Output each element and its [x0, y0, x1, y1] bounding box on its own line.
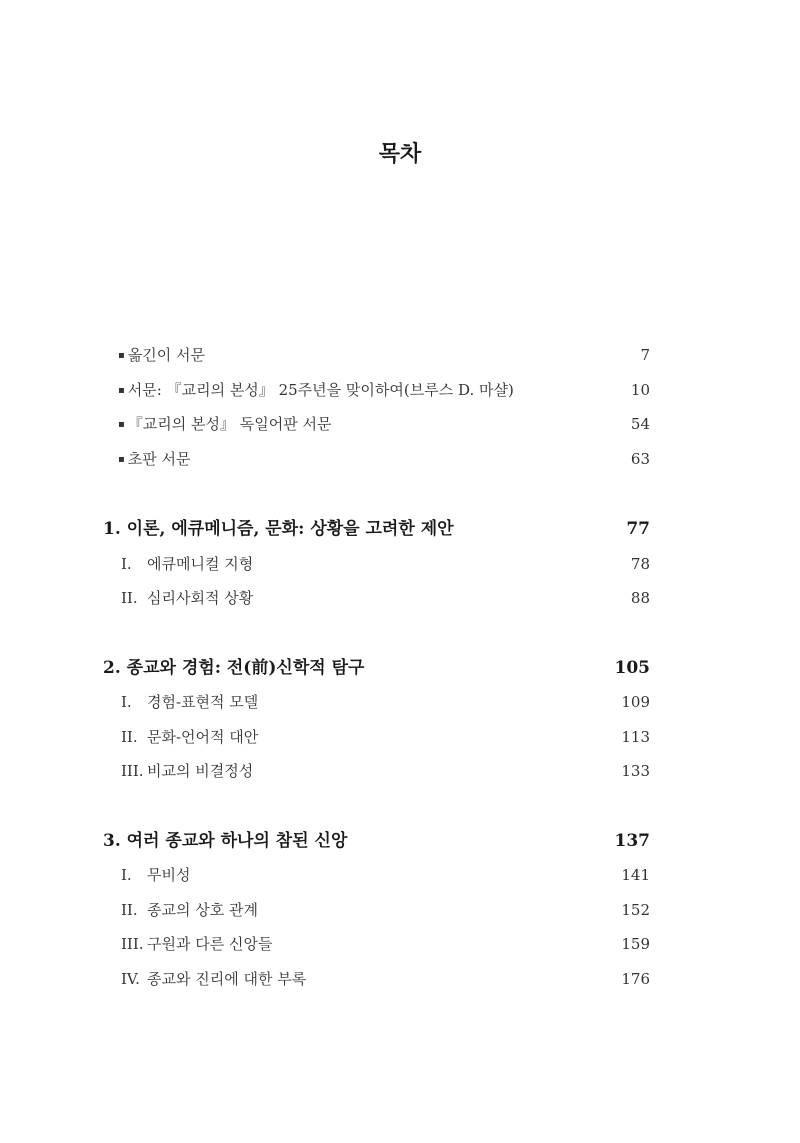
section-number: II. — [121, 589, 138, 607]
toc-chapter-2[interactable] — [103, 656, 650, 680]
chapter-title: 3. 여러 종교와 하나의 참된 신앙 — [103, 831, 348, 851]
toc-entry-page: 63 — [630, 450, 650, 468]
section-title: 심리사회적 상황 — [147, 589, 254, 607]
section-page: 88 — [630, 589, 650, 607]
section-number: IV. — [121, 970, 140, 988]
toc-section-3-4[interactable] — [121, 967, 650, 991]
section-title: 구원과 다른 신앙들 — [147, 935, 273, 953]
toc-entry-25th-anniversary-preface[interactable] — [118, 378, 650, 402]
section-page: 159 — [621, 935, 650, 953]
bullet-icon: ▪ — [118, 350, 125, 361]
toc-section-2-3[interactable] — [121, 759, 650, 783]
chapter-page: 77 — [626, 519, 650, 539]
chapter-title: 1. 이론, 에큐메니즘, 문화: 상황을 고려한 제안 — [103, 519, 454, 539]
page-title: 목차 — [378, 141, 422, 167]
toc-entry-first-edition-preface[interactable] — [118, 447, 650, 471]
chapter-page: 137 — [614, 831, 650, 851]
toc-chapter-1[interactable] — [103, 517, 650, 541]
section-title: 비교의 비결정성 — [147, 762, 254, 780]
section-title: 종교의 상호 관계 — [147, 901, 258, 919]
toc-section-2-1[interactable] — [121, 690, 650, 714]
toc-entry-title: 『교리의 본성』 독일어판 서문 — [127, 415, 332, 433]
toc-entry-title: 초판 서문 — [127, 450, 191, 468]
section-page: 78 — [630, 555, 650, 573]
section-number: III. — [121, 935, 144, 953]
bullet-icon: ▪ — [118, 385, 125, 396]
section-page: 176 — [621, 970, 650, 988]
toc-entry-page: 7 — [640, 346, 650, 364]
toc-entry-page: 10 — [630, 381, 650, 399]
toc-entry-title: 서문: 『교리의 본성』 25주년을 맞이하여(브루스 D. 마샬) — [127, 381, 514, 399]
section-page: 113 — [621, 728, 650, 746]
section-number: III. — [121, 762, 144, 780]
toc-entry-german-edition-preface[interactable] — [118, 412, 650, 436]
section-page: 133 — [621, 762, 650, 780]
section-page: 109 — [621, 693, 650, 711]
section-number: II. — [121, 728, 138, 746]
toc-section-3-2[interactable] — [121, 898, 650, 922]
section-title: 문화-언어적 대안 — [147, 728, 259, 746]
chapter-page: 105 — [614, 658, 650, 678]
section-page: 152 — [621, 901, 650, 919]
toc-entry-translator-preface[interactable] — [118, 343, 650, 367]
toc-entry-page: 54 — [630, 415, 650, 433]
toc-section-3-1[interactable] — [121, 863, 650, 887]
section-title: 무비성 — [147, 866, 191, 884]
section-title: 에큐메니컬 지형 — [147, 555, 254, 573]
section-page: 141 — [621, 866, 650, 884]
toc-section-1-1[interactable] — [121, 552, 650, 576]
section-title: 종교와 진리에 대한 부록 — [147, 970, 307, 988]
toc-section-3-3[interactable] — [121, 932, 650, 956]
section-number: I. — [121, 866, 132, 884]
bullet-icon: ▪ — [118, 454, 125, 465]
toc-section-1-2[interactable] — [121, 586, 650, 610]
toc-section-2-2[interactable] — [121, 725, 650, 749]
section-title: 경험-표현적 모델 — [147, 693, 259, 711]
bullet-icon: ▪ — [118, 419, 125, 430]
section-number: II. — [121, 901, 138, 919]
toc-entry-title: 옮긴이 서문 — [127, 346, 205, 364]
toc-chapter-3[interactable] — [103, 829, 650, 853]
section-number: I. — [121, 555, 132, 573]
section-number: I. — [121, 693, 132, 711]
chapter-title: 2. 종교와 경험: 전(前)신학적 탐구 — [103, 658, 365, 678]
